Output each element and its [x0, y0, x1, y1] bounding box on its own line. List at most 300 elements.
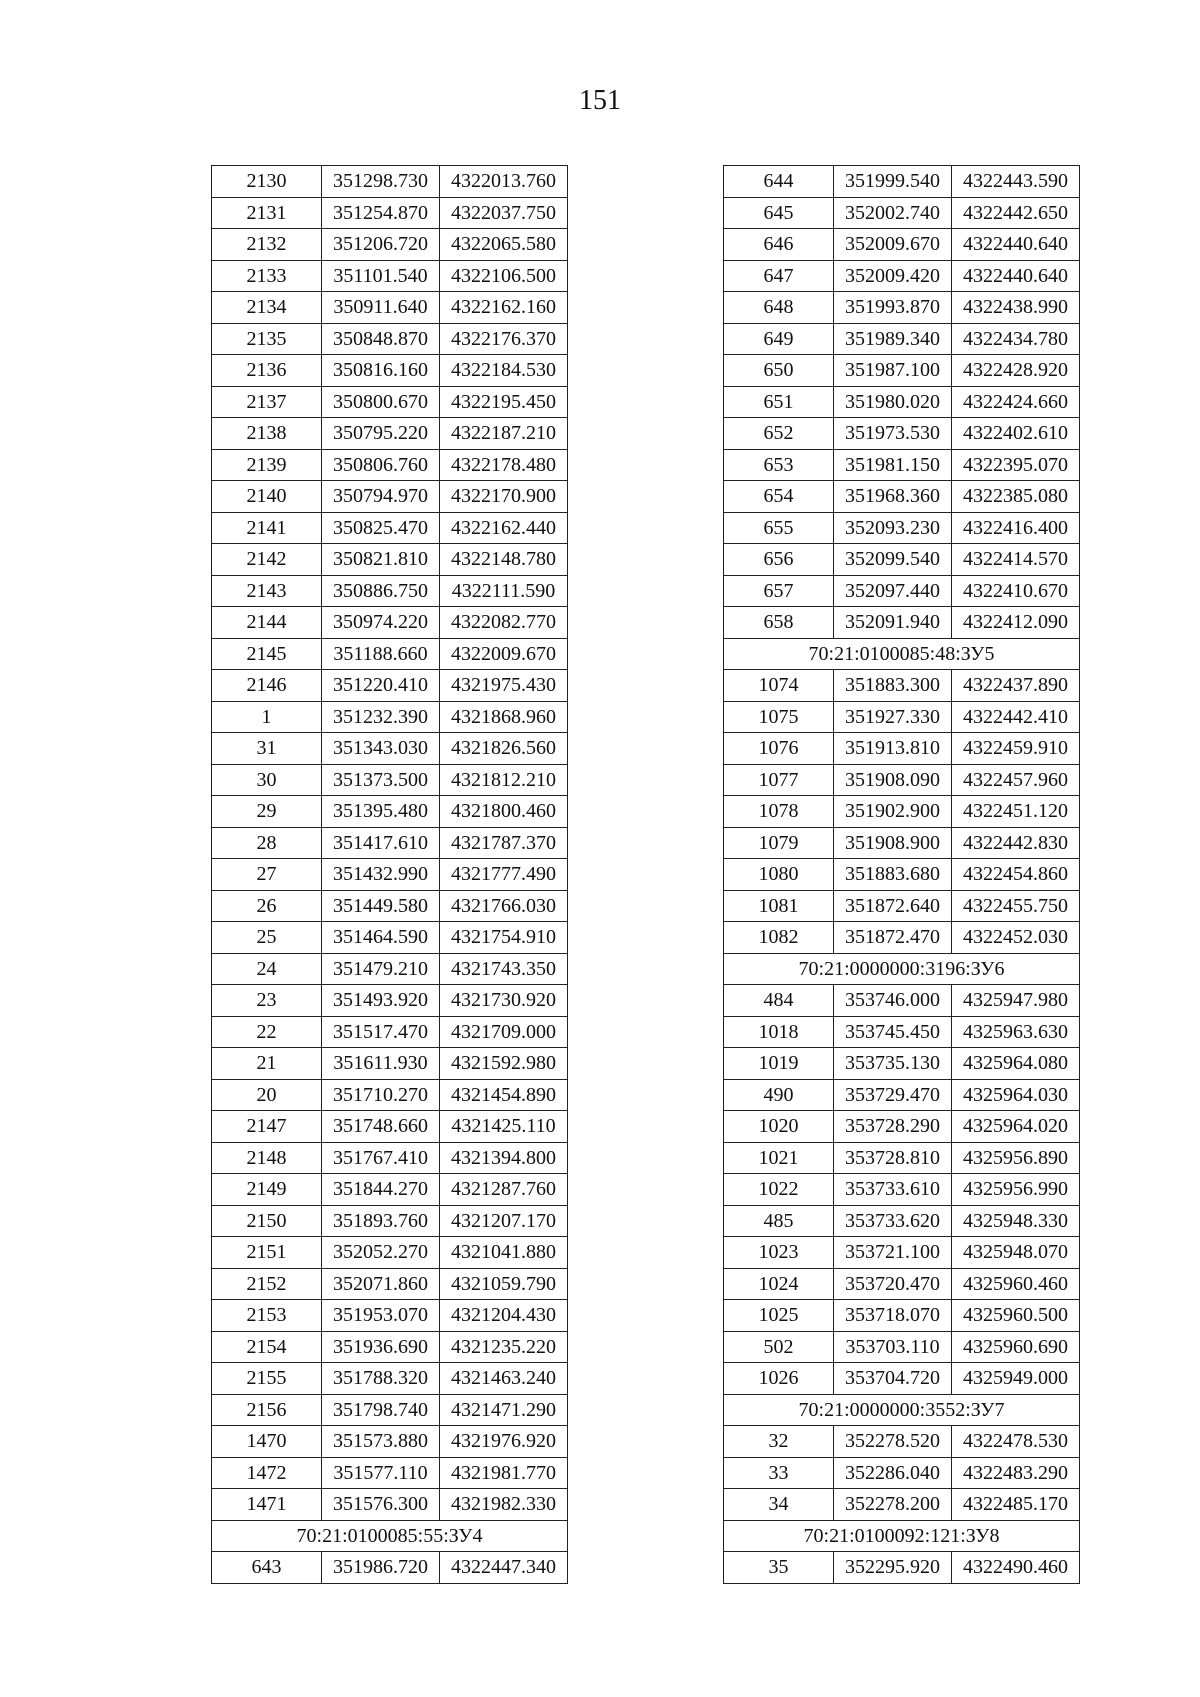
x-coordinate-cell: 351298.730: [322, 166, 440, 198]
x-coordinate-cell: 351788.320: [322, 1363, 440, 1395]
point-number-cell: 655: [724, 512, 834, 544]
section-header-row: [724, 1520, 1080, 1552]
y-coordinate-cell: 4321207.170: [440, 1205, 568, 1237]
table-row: [212, 638, 568, 670]
table-row: [212, 1489, 568, 1521]
y-coordinate-cell: 4325960.500: [952, 1300, 1080, 1332]
point-number-cell: 2140: [212, 481, 322, 513]
point-number-cell: 1026: [724, 1363, 834, 1395]
y-coordinate-cell: 4321454.890: [440, 1079, 568, 1111]
point-number-cell: 32: [724, 1426, 834, 1458]
x-coordinate-cell: 351748.660: [322, 1111, 440, 1143]
point-number-cell: 1025: [724, 1300, 834, 1332]
table-row: [724, 512, 1080, 544]
point-number-cell: 643: [212, 1552, 322, 1584]
table-row: [724, 1457, 1080, 1489]
x-coordinate-cell: 351987.100: [834, 355, 952, 387]
table-row: [212, 827, 568, 859]
y-coordinate-cell: 4325960.690: [952, 1331, 1080, 1363]
point-number-cell: 2133: [212, 260, 322, 292]
table-row: [212, 418, 568, 450]
x-coordinate-cell: 351101.540: [322, 260, 440, 292]
point-number-cell: 1471: [212, 1489, 322, 1521]
point-number-cell: 644: [724, 166, 834, 198]
table-row: [724, 449, 1080, 481]
point-number-cell: 1023: [724, 1237, 834, 1269]
x-coordinate-cell: 351968.360: [834, 481, 952, 513]
y-coordinate-cell: 4322106.500: [440, 260, 568, 292]
table-row: [724, 260, 1080, 292]
parcel-id-cell: 70:21:0100085:48:ЗУ5: [724, 638, 1080, 670]
table-row: [212, 197, 568, 229]
table-row: [724, 323, 1080, 355]
y-coordinate-cell: 4322438.990: [952, 292, 1080, 324]
table-row: [212, 260, 568, 292]
y-coordinate-cell: 4322452.030: [952, 922, 1080, 954]
y-coordinate-cell: 4325964.080: [952, 1048, 1080, 1080]
x-coordinate-cell: 351999.540: [834, 166, 952, 198]
x-coordinate-cell: 353735.130: [834, 1048, 952, 1080]
point-number-cell: 1470: [212, 1426, 322, 1458]
x-coordinate-cell: 351902.900: [834, 796, 952, 828]
y-coordinate-cell: 4325948.330: [952, 1205, 1080, 1237]
x-coordinate-cell: 351493.920: [322, 985, 440, 1017]
table-row: [724, 859, 1080, 891]
y-coordinate-cell: 4321041.880: [440, 1237, 568, 1269]
coordinates-table-left: [211, 165, 568, 1584]
x-coordinate-cell: 351872.470: [834, 922, 952, 954]
x-coordinate-cell: 351893.760: [322, 1205, 440, 1237]
table-row: [724, 1111, 1080, 1143]
x-coordinate-cell: 352278.520: [834, 1426, 952, 1458]
table-row: [212, 607, 568, 639]
x-coordinate-cell: 351927.330: [834, 701, 952, 733]
y-coordinate-cell: 4321463.240: [440, 1363, 568, 1395]
y-coordinate-cell: 4321235.220: [440, 1331, 568, 1363]
table-row: [212, 670, 568, 702]
point-number-cell: 1021: [724, 1142, 834, 1174]
x-coordinate-cell: 351432.990: [322, 859, 440, 891]
point-number-cell: 35: [724, 1552, 834, 1584]
x-coordinate-cell: 351464.590: [322, 922, 440, 954]
parcel-id-cell: 70:21:0100085:55:ЗУ4: [212, 1520, 568, 1552]
table-row: [212, 386, 568, 418]
table-row: [724, 1363, 1080, 1395]
x-coordinate-cell: 351989.340: [834, 323, 952, 355]
x-coordinate-cell: 351373.500: [322, 764, 440, 796]
y-coordinate-cell: 4322395.070: [952, 449, 1080, 481]
y-coordinate-cell: 4322434.780: [952, 323, 1080, 355]
x-coordinate-cell: 351254.870: [322, 197, 440, 229]
y-coordinate-cell: 4321754.910: [440, 922, 568, 954]
y-coordinate-cell: 4322457.960: [952, 764, 1080, 796]
x-coordinate-cell: 351232.390: [322, 701, 440, 733]
table-row: [212, 1426, 568, 1458]
point-number-cell: 646: [724, 229, 834, 261]
point-number-cell: 2134: [212, 292, 322, 324]
x-coordinate-cell: 351710.270: [322, 1079, 440, 1111]
point-number-cell: 649: [724, 323, 834, 355]
y-coordinate-cell: 4322170.900: [440, 481, 568, 513]
point-number-cell: 1077: [724, 764, 834, 796]
y-coordinate-cell: 4322437.890: [952, 670, 1080, 702]
point-number-cell: 1: [212, 701, 322, 733]
x-coordinate-cell: 350806.760: [322, 449, 440, 481]
y-coordinate-cell: 4322148.780: [440, 544, 568, 576]
x-coordinate-cell: 350794.970: [322, 481, 440, 513]
y-coordinate-cell: 4322162.440: [440, 512, 568, 544]
table-row: [212, 1174, 568, 1206]
x-coordinate-cell: 353728.290: [834, 1111, 952, 1143]
table-row: [724, 1142, 1080, 1174]
x-coordinate-cell: 351343.030: [322, 733, 440, 765]
x-coordinate-cell: 352295.920: [834, 1552, 952, 1584]
x-coordinate-cell: 351220.410: [322, 670, 440, 702]
table-row: [212, 1457, 568, 1489]
table-row: [724, 418, 1080, 450]
point-number-cell: 1018: [724, 1016, 834, 1048]
y-coordinate-cell: 4321394.800: [440, 1142, 568, 1174]
point-number-cell: 1079: [724, 827, 834, 859]
table-row: [212, 701, 568, 733]
point-number-cell: 1472: [212, 1457, 322, 1489]
x-coordinate-cell: 351611.930: [322, 1048, 440, 1080]
table-row: [724, 1048, 1080, 1080]
x-coordinate-cell: 351908.900: [834, 827, 952, 859]
section-header-row: [724, 953, 1080, 985]
point-number-cell: 2144: [212, 607, 322, 639]
y-coordinate-cell: 4322410.670: [952, 575, 1080, 607]
point-number-cell: 2147: [212, 1111, 322, 1143]
table-row: [724, 607, 1080, 639]
point-number-cell: 1078: [724, 796, 834, 828]
point-number-cell: 2135: [212, 323, 322, 355]
y-coordinate-cell: 4322111.590: [440, 575, 568, 607]
table-row: [724, 1016, 1080, 1048]
point-number-cell: 484: [724, 985, 834, 1017]
y-coordinate-cell: 4322442.650: [952, 197, 1080, 229]
y-coordinate-cell: 4321059.790: [440, 1268, 568, 1300]
table-row: [724, 670, 1080, 702]
y-coordinate-cell: 4321204.430: [440, 1300, 568, 1332]
point-number-cell: 2150: [212, 1205, 322, 1237]
table-row: [212, 1300, 568, 1332]
y-coordinate-cell: 4321709.000: [440, 1016, 568, 1048]
x-coordinate-cell: 350821.810: [322, 544, 440, 576]
y-coordinate-cell: 4325963.630: [952, 1016, 1080, 1048]
table-row: [724, 701, 1080, 733]
table-row: [212, 292, 568, 324]
point-number-cell: 22: [212, 1016, 322, 1048]
point-number-cell: 33: [724, 1457, 834, 1489]
x-coordinate-cell: 350974.220: [322, 607, 440, 639]
table-row: [724, 890, 1080, 922]
table-row: [724, 1237, 1080, 1269]
point-number-cell: 658: [724, 607, 834, 639]
table-row: [724, 796, 1080, 828]
x-coordinate-cell: 351981.150: [834, 449, 952, 481]
x-coordinate-cell: 351908.090: [834, 764, 952, 796]
table-row: [212, 733, 568, 765]
table-row: [724, 1205, 1080, 1237]
x-coordinate-cell: 351883.680: [834, 859, 952, 891]
point-number-cell: 654: [724, 481, 834, 513]
table-row: [212, 890, 568, 922]
table-row: [724, 575, 1080, 607]
table-row: [724, 386, 1080, 418]
point-number-cell: 2149: [212, 1174, 322, 1206]
table-row: [212, 922, 568, 954]
y-coordinate-cell: 4322385.080: [952, 481, 1080, 513]
y-coordinate-cell: 4325949.000: [952, 1363, 1080, 1395]
y-coordinate-cell: 4322442.830: [952, 827, 1080, 859]
point-number-cell: 2131: [212, 197, 322, 229]
point-number-cell: 25: [212, 922, 322, 954]
y-coordinate-cell: 4325948.070: [952, 1237, 1080, 1269]
table-row: [212, 859, 568, 891]
x-coordinate-cell: 351980.020: [834, 386, 952, 418]
x-coordinate-cell: 351576.300: [322, 1489, 440, 1521]
x-coordinate-cell: 351953.070: [322, 1300, 440, 1332]
x-coordinate-cell: 351767.410: [322, 1142, 440, 1174]
table-row: [212, 1079, 568, 1111]
y-coordinate-cell: 4321777.490: [440, 859, 568, 891]
table-row: [212, 449, 568, 481]
x-coordinate-cell: 351479.210: [322, 953, 440, 985]
table-row: [724, 1079, 1080, 1111]
y-coordinate-cell: 4322440.640: [952, 229, 1080, 261]
point-number-cell: 645: [724, 197, 834, 229]
y-coordinate-cell: 4322195.450: [440, 386, 568, 418]
y-coordinate-cell: 4322442.410: [952, 701, 1080, 733]
y-coordinate-cell: 4322162.160: [440, 292, 568, 324]
x-coordinate-cell: 351986.720: [322, 1552, 440, 1584]
point-number-cell: 31: [212, 733, 322, 765]
point-number-cell: 24: [212, 953, 322, 985]
table-row: [724, 985, 1080, 1017]
y-coordinate-cell: 4322478.530: [952, 1426, 1080, 1458]
x-coordinate-cell: 352009.670: [834, 229, 952, 261]
x-coordinate-cell: 350886.750: [322, 575, 440, 607]
point-number-cell: 1019: [724, 1048, 834, 1080]
table-row: [212, 1394, 568, 1426]
point-number-cell: 650: [724, 355, 834, 387]
y-coordinate-cell: 4322428.920: [952, 355, 1080, 387]
y-coordinate-cell: 4321982.330: [440, 1489, 568, 1521]
point-number-cell: 2154: [212, 1331, 322, 1363]
table-row: [212, 1331, 568, 1363]
x-coordinate-cell: 353746.000: [834, 985, 952, 1017]
x-coordinate-cell: 351449.580: [322, 890, 440, 922]
y-coordinate-cell: 4321730.920: [440, 985, 568, 1017]
table-row: [724, 355, 1080, 387]
y-coordinate-cell: 4322037.750: [440, 197, 568, 229]
y-coordinate-cell: 4321868.960: [440, 701, 568, 733]
x-coordinate-cell: 352071.860: [322, 1268, 440, 1300]
x-coordinate-cell: 352097.440: [834, 575, 952, 607]
table-row: [724, 197, 1080, 229]
y-coordinate-cell: 4321766.030: [440, 890, 568, 922]
table-row: [212, 985, 568, 1017]
point-number-cell: 28: [212, 827, 322, 859]
y-coordinate-cell: 4321743.350: [440, 953, 568, 985]
y-coordinate-cell: 4322455.750: [952, 890, 1080, 922]
point-number-cell: 1080: [724, 859, 834, 891]
point-number-cell: 653: [724, 449, 834, 481]
y-coordinate-cell: 4321975.430: [440, 670, 568, 702]
point-number-cell: 652: [724, 418, 834, 450]
y-coordinate-cell: 4321471.290: [440, 1394, 568, 1426]
point-number-cell: 2156: [212, 1394, 322, 1426]
point-number-cell: 34: [724, 1489, 834, 1521]
y-coordinate-cell: 4321812.210: [440, 764, 568, 796]
table-row: [724, 544, 1080, 576]
table-body-left: [212, 166, 568, 1584]
y-coordinate-cell: 4322485.170: [952, 1489, 1080, 1521]
point-number-cell: 2152: [212, 1268, 322, 1300]
x-coordinate-cell: 351517.470: [322, 1016, 440, 1048]
table-row: [212, 1016, 568, 1048]
x-coordinate-cell: 351395.480: [322, 796, 440, 828]
point-number-cell: 651: [724, 386, 834, 418]
point-number-cell: 30: [212, 764, 322, 796]
x-coordinate-cell: 351936.690: [322, 1331, 440, 1363]
x-coordinate-cell: 351417.610: [322, 827, 440, 859]
point-number-cell: 26: [212, 890, 322, 922]
x-coordinate-cell: 351913.810: [834, 733, 952, 765]
x-coordinate-cell: 350848.870: [322, 323, 440, 355]
point-number-cell: 23: [212, 985, 322, 1017]
table-row: [724, 229, 1080, 261]
table-row: [724, 1552, 1080, 1584]
y-coordinate-cell: 4322187.210: [440, 418, 568, 450]
section-header-row: [212, 1520, 568, 1552]
table-row: [212, 481, 568, 513]
parcel-id-cell: 70:21:0000000:3552:ЗУ7: [724, 1394, 1080, 1426]
point-number-cell: 20: [212, 1079, 322, 1111]
y-coordinate-cell: 4322414.570: [952, 544, 1080, 576]
x-coordinate-cell: 352009.420: [834, 260, 952, 292]
table-row: [212, 575, 568, 607]
y-coordinate-cell: 4322178.480: [440, 449, 568, 481]
point-number-cell: 502: [724, 1331, 834, 1363]
y-coordinate-cell: 4322454.860: [952, 859, 1080, 891]
y-coordinate-cell: 4321976.920: [440, 1426, 568, 1458]
table-row: [212, 796, 568, 828]
x-coordinate-cell: 351188.660: [322, 638, 440, 670]
point-number-cell: 2139: [212, 449, 322, 481]
point-number-cell: 1082: [724, 922, 834, 954]
y-coordinate-cell: 4321981.770: [440, 1457, 568, 1489]
x-coordinate-cell: 352286.040: [834, 1457, 952, 1489]
point-number-cell: 1076: [724, 733, 834, 765]
y-coordinate-cell: 4322412.090: [952, 607, 1080, 639]
parcel-id-cell: 70:21:0000000:3196:ЗУ6: [724, 953, 1080, 985]
x-coordinate-cell: 352002.740: [834, 197, 952, 229]
y-coordinate-cell: 4325960.460: [952, 1268, 1080, 1300]
x-coordinate-cell: 353704.720: [834, 1363, 952, 1395]
table-body-right: [724, 166, 1080, 1584]
table-row: [212, 355, 568, 387]
y-coordinate-cell: 4322013.760: [440, 166, 568, 198]
y-coordinate-cell: 4321800.460: [440, 796, 568, 828]
y-coordinate-cell: 4321787.370: [440, 827, 568, 859]
x-coordinate-cell: 351577.110: [322, 1457, 440, 1489]
x-coordinate-cell: 350800.670: [322, 386, 440, 418]
x-coordinate-cell: 350816.160: [322, 355, 440, 387]
y-coordinate-cell: 4322402.610: [952, 418, 1080, 450]
table-row: [724, 827, 1080, 859]
parcel-id-cell: 70:21:0100092:121:ЗУ8: [724, 1520, 1080, 1552]
point-number-cell: 2148: [212, 1142, 322, 1174]
x-coordinate-cell: 351883.300: [834, 670, 952, 702]
x-coordinate-cell: 352052.270: [322, 1237, 440, 1269]
point-number-cell: 2132: [212, 229, 322, 261]
y-coordinate-cell: 4322459.910: [952, 733, 1080, 765]
x-coordinate-cell: 353733.610: [834, 1174, 952, 1206]
table-row: [724, 1331, 1080, 1363]
section-header-row: [724, 638, 1080, 670]
x-coordinate-cell: 351993.870: [834, 292, 952, 324]
table-row: [212, 229, 568, 261]
y-coordinate-cell: 4322443.590: [952, 166, 1080, 198]
y-coordinate-cell: 4322082.770: [440, 607, 568, 639]
table-row: [724, 733, 1080, 765]
table-row: [724, 1300, 1080, 1332]
x-coordinate-cell: 350911.640: [322, 292, 440, 324]
point-number-cell: 1081: [724, 890, 834, 922]
table-row: [212, 512, 568, 544]
x-coordinate-cell: 353745.450: [834, 1016, 952, 1048]
table-row: [724, 1489, 1080, 1521]
y-coordinate-cell: 4322184.530: [440, 355, 568, 387]
table-row: [212, 1205, 568, 1237]
y-coordinate-cell: 4321592.980: [440, 1048, 568, 1080]
x-coordinate-cell: 353720.470: [834, 1268, 952, 1300]
point-number-cell: 2130: [212, 166, 322, 198]
table-row: [212, 544, 568, 576]
y-coordinate-cell: 4322440.640: [952, 260, 1080, 292]
x-coordinate-cell: 353703.110: [834, 1331, 952, 1363]
point-number-cell: 2143: [212, 575, 322, 607]
x-coordinate-cell: 351973.530: [834, 418, 952, 450]
coordinates-table-right: [723, 165, 1080, 1584]
x-coordinate-cell: 353728.810: [834, 1142, 952, 1174]
point-number-cell: 1020: [724, 1111, 834, 1143]
point-number-cell: 485: [724, 1205, 834, 1237]
point-number-cell: 647: [724, 260, 834, 292]
x-coordinate-cell: 353721.100: [834, 1237, 952, 1269]
table-row: [212, 1111, 568, 1143]
table-row: [212, 1268, 568, 1300]
point-number-cell: 2136: [212, 355, 322, 387]
point-number-cell: 490: [724, 1079, 834, 1111]
table-row: [212, 953, 568, 985]
table-row: [212, 166, 568, 198]
y-coordinate-cell: 4325964.030: [952, 1079, 1080, 1111]
table-row: [212, 1552, 568, 1584]
table-row: [212, 1142, 568, 1174]
point-number-cell: 2146: [212, 670, 322, 702]
point-number-cell: 2137: [212, 386, 322, 418]
x-coordinate-cell: 351872.640: [834, 890, 952, 922]
section-header-row: [724, 1394, 1080, 1426]
table-row: [212, 1048, 568, 1080]
x-coordinate-cell: 351798.740: [322, 1394, 440, 1426]
y-coordinate-cell: 4322176.370: [440, 323, 568, 355]
x-coordinate-cell: 353733.620: [834, 1205, 952, 1237]
x-coordinate-cell: 353718.070: [834, 1300, 952, 1332]
